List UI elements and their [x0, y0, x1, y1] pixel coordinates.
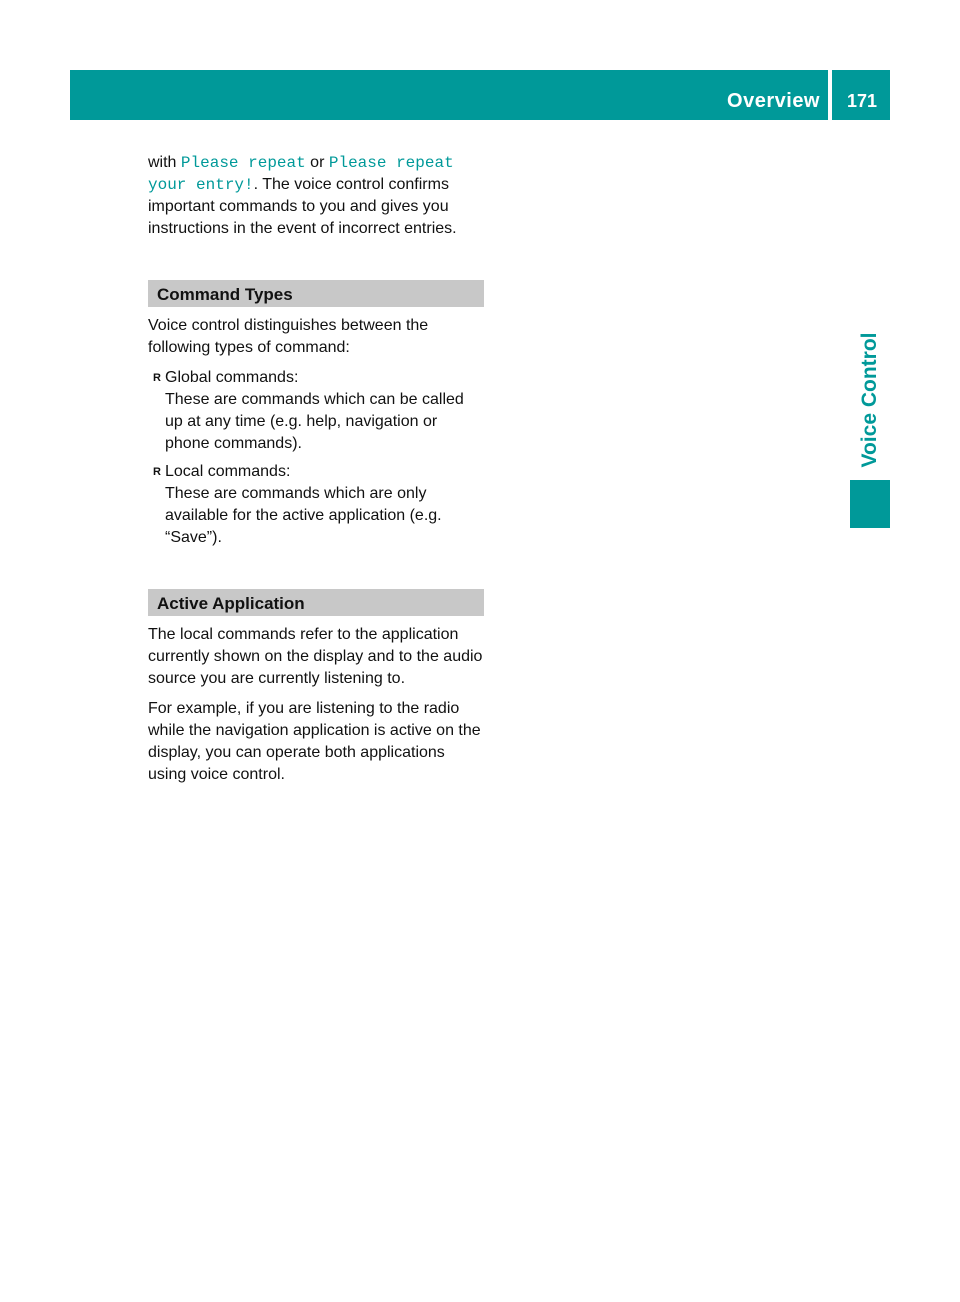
- voice-command-please-repeat-entry: Please repeat your entry!: [148, 154, 454, 194]
- header-bar: [70, 70, 890, 120]
- chapter-marker: [850, 480, 890, 528]
- intro-suffix: . The voice control confirms important commands to you and gives you instructions in the event of incorrect entries.: [148, 176, 457, 237]
- intro-paragraph: [148, 152, 484, 240]
- list-item: [148, 367, 484, 455]
- list-item-text: These are commands which can be called up at any time (e.g. help, navigation or phone commands).: [165, 391, 464, 452]
- main-content: [148, 152, 484, 794]
- active-application-paragraph: The local commands refer to the application currently shown on the display and to the audio source you are currently listening to.: [148, 626, 483, 687]
- list-item-text: These are commands which are only available for the active application (e.g. “Save”).: [165, 485, 442, 546]
- bullet-icon: R: [153, 372, 161, 384]
- section-heading-command-types: Command Types: [148, 280, 484, 307]
- page-title: Overview: [727, 90, 820, 112]
- intro-prefix: with: [148, 154, 181, 171]
- header-divider: [828, 70, 832, 120]
- bullet-icon: R: [153, 466, 161, 478]
- command-types-list: [148, 367, 484, 549]
- page-number: 171: [846, 91, 878, 111]
- active-application-example: For example, if you are listening to the radio while the navigation application is active on the display, you can operate both applications using voice control.: [148, 700, 481, 783]
- intro-or: or: [305, 154, 329, 171]
- command-types-intro: Voice control distinguishes between the following types of command:: [148, 317, 429, 356]
- list-item: [148, 461, 484, 549]
- chapter-label: Voice Control: [858, 332, 881, 468]
- list-item-title: Global commands:: [165, 369, 299, 386]
- voice-command-please-repeat: Please repeat: [180, 154, 306, 172]
- list-item-title: Local commands:: [165, 463, 291, 480]
- section-heading-active-application: Active Application: [148, 589, 484, 616]
